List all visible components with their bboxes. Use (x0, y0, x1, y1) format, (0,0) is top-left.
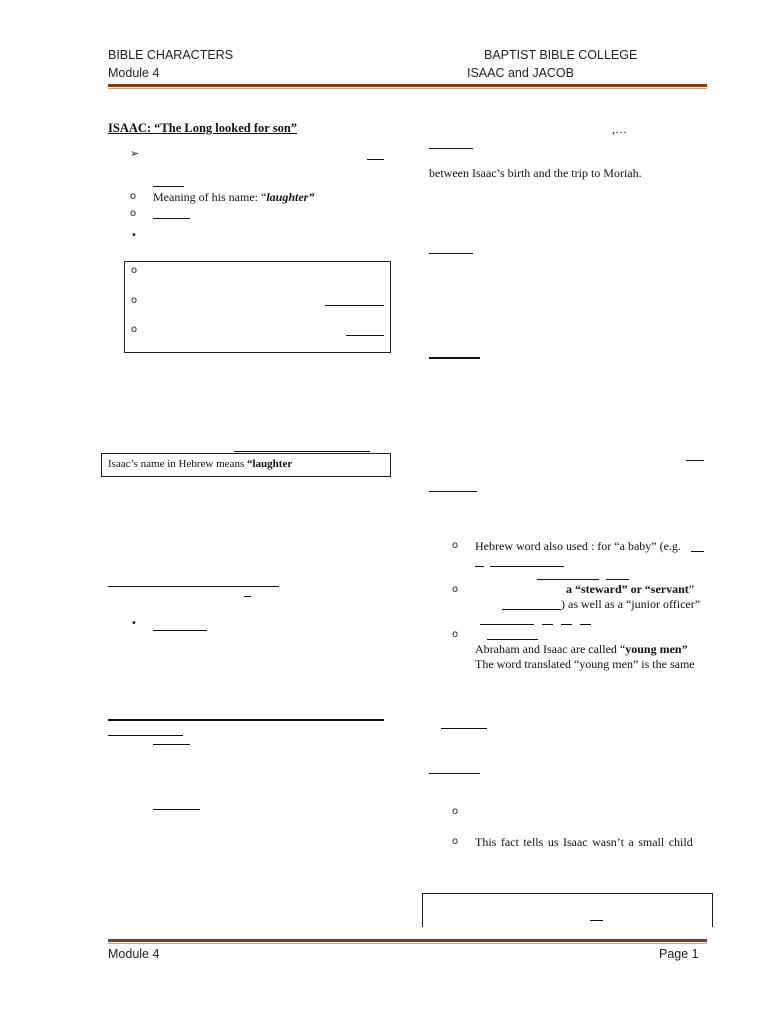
fill-blank (153, 630, 207, 631)
fill-blank (429, 148, 473, 149)
circle-bullet-icon: o (130, 208, 137, 219)
fill-blank (108, 586, 279, 587)
fill-blank (346, 335, 384, 336)
footer-page-number: Page 1 (659, 947, 699, 961)
summary-box (422, 893, 713, 927)
fill-blank (244, 596, 251, 597)
fill-blank (480, 624, 534, 625)
circle-bullet-icon: o (452, 629, 459, 640)
fill-blank (561, 624, 572, 625)
junior-officer-text: ) as well as a “junior officer” (561, 597, 701, 611)
fill-blank (487, 639, 538, 640)
circle-bullet-icon: o (131, 324, 138, 335)
footer-rule-thin (108, 943, 707, 944)
young-men-prefix: Abraham and Isaac are called “ (475, 642, 626, 656)
dot-bullet-icon: • (131, 230, 137, 241)
fill-blank-long (108, 719, 384, 721)
fill-blank (691, 551, 704, 552)
translated-line: The word translated “young men” is the same (475, 657, 695, 671)
fill-blank (367, 159, 384, 160)
fill-blank (502, 609, 561, 610)
hebrew-baby-text: Hebrew word also used : for “a baby” (e.g. (475, 539, 681, 553)
top-ellipsis: ,… (612, 122, 627, 136)
fill-blank (325, 305, 384, 306)
small-child-text: This fact tells us Isaac wasn’t a small child (475, 835, 693, 849)
header-topic: ISAAC and JACOB (467, 66, 574, 80)
fill-blank (580, 624, 591, 625)
circle-bullet-icon: o (131, 295, 138, 306)
header-module: Module 4 (108, 66, 160, 80)
fill-blank (153, 744, 190, 745)
fill-blank (490, 566, 564, 567)
steward-quote: ” (688, 582, 695, 596)
footer-rule (108, 939, 707, 942)
fill-blank (606, 579, 629, 580)
fill-blank (686, 460, 704, 461)
fill-blank (234, 451, 370, 452)
fill-blank (153, 218, 190, 219)
circle-bullet-icon: o (452, 806, 459, 817)
steward-text: a “steward” or “servant (566, 582, 689, 596)
fill-blank (542, 624, 553, 625)
callout-box (101, 453, 391, 477)
fill-blank (153, 809, 200, 810)
section-heading: ISAAC: “The Long looked for son” (108, 121, 298, 135)
name-meaning-label: Meaning of his name: “ (153, 190, 267, 204)
arrow-bullet-icon: ➢ (130, 147, 140, 160)
fill-blank (429, 357, 480, 359)
name-meaning-line (153, 190, 314, 204)
circle-bullet-icon: o (131, 265, 138, 276)
header-rule (108, 84, 707, 87)
dot-bullet-icon: • (131, 618, 137, 629)
circle-bullet-icon: o (452, 836, 459, 847)
fill-blank (108, 735, 183, 736)
young-men-line (475, 642, 688, 656)
fill-blank (429, 253, 473, 254)
notes-box (124, 261, 391, 353)
fill-blank (537, 579, 599, 580)
header-course-title: BIBLE CHARACTERS (108, 48, 234, 62)
footer-module: Module 4 (108, 947, 160, 961)
fill-blank (429, 773, 480, 774)
circle-bullet-icon: o (130, 191, 137, 202)
steward-line (566, 582, 694, 596)
fill-blank (475, 566, 484, 567)
fill-blank (429, 491, 477, 492)
between-text: between Isaac’s birth and the trip to Moriah. (429, 166, 642, 180)
name-meaning-value: laughter” (266, 190, 315, 204)
callout-prefix: Isaac’s name in Hebrew means (108, 458, 247, 470)
fill-blank (153, 186, 184, 187)
callout-text (108, 457, 292, 471)
young-men-term: young men” (625, 642, 688, 656)
fill-blank (590, 920, 603, 921)
callout-value: “laughter (246, 458, 293, 470)
circle-bullet-icon: o (452, 540, 459, 551)
header-college: BAPTIST BIBLE COLLEGE (484, 48, 638, 62)
header-rule-thin (108, 88, 707, 89)
circle-bullet-icon: o (452, 584, 459, 595)
fill-blank (441, 728, 487, 729)
